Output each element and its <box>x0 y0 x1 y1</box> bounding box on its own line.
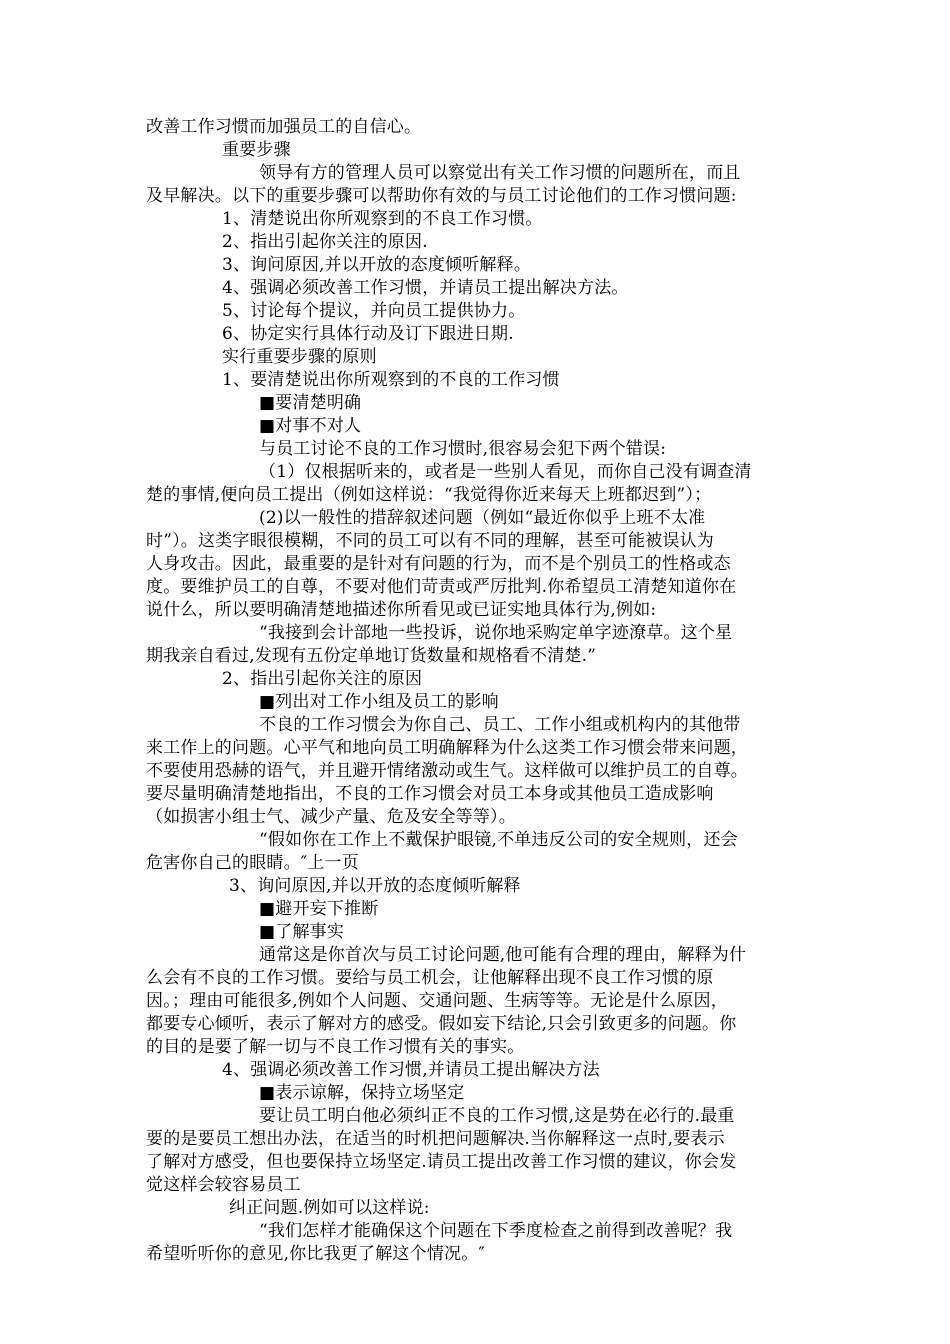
text-line: 要尽量明确清楚地指出，不良的工作习惯会对员工本身或其他员工造成影响 <box>146 784 714 804</box>
text-line: “我们怎样才能确保这个问题在下季度检查之前得到改善呢？我 <box>259 1221 733 1241</box>
text-line: “我接到会计部地一些投诉，说你地采购定单字迹潦草。这个星 <box>259 623 733 643</box>
step-item: 1、清楚说出你所观察到的不良工作习惯。 <box>222 209 543 229</box>
step-item: 2、指出引起你关注的原因. <box>222 232 428 252</box>
text-line: 因。；理由可能很多,例如个人问题、交通问题、生病等等。无论是什么原因， <box>146 991 728 1011</box>
bullet-item: ■避开妄下推断 <box>259 899 379 919</box>
bullet-item: ■要清楚明确 <box>259 393 362 413</box>
text-line: 与员工讨论不良的工作习惯时,很容易会犯下两个错误: <box>259 439 667 459</box>
text-line: 人身攻击。因此，最重要的是针对有问题的行为，而不是个别员工的性格或态 <box>146 554 731 574</box>
bullet-item: ■表示谅解，保持立场坚定 <box>259 1083 465 1103</box>
text-line: 都要专心倾听，表示了解对方的感受。假如妄下结论,只会引致更多的问题。你 <box>146 1014 737 1034</box>
text-line: “假如你在工作上不戴保护眼镜,不单违反公司的安全规则，还会 <box>259 830 738 850</box>
section-heading: 实行重要步骤的原则 <box>222 347 377 367</box>
text-line: 时”）。这类字眼很模糊，不同的员工可以有不同的理解，甚至可能被误认为 <box>146 531 714 551</box>
step-item: 6、协定实行具体行动及订下跟进日期. <box>222 324 514 344</box>
subsection-heading: 1、要清楚说出你所观察到的不良的工作习惯 <box>222 370 560 390</box>
bullet-item: ■了解事实 <box>259 922 345 942</box>
text-line: 了解对方感受，但也要保持立场坚定.请员工提出改善工作习惯的建议，你会发 <box>146 1152 737 1172</box>
text-line: 及早解决。以下的重要步骤可以帮助你有效的与员工讨论他们的工作习惯问题: <box>146 186 737 206</box>
text-line: 改善工作习惯而加强员工的自信心。 <box>146 117 422 137</box>
text-line: 觉这样会较容易员工 <box>146 1175 301 1195</box>
step-item: 3、询问原因,并以开放的态度倾听解释。 <box>222 255 532 275</box>
step-item: 5、讨论每个提议，并向员工提供协力。 <box>222 301 526 321</box>
text-line: (2)以一般性的措辞叙述问题（例如“最近你似乎上班不太准 <box>259 508 706 528</box>
text-line: 要让员工明白他必须纠正不良的工作习惯,这是势在必行的.最重 <box>259 1106 735 1126</box>
text-line: 的目的是要了解一切与不良工作习惯有关的事实。 <box>146 1037 525 1057</box>
bullet-item: ■对事不对人 <box>259 416 362 436</box>
text-line: 不良的工作习惯会为你自己、员工、工作小组或机构内的其他带 <box>259 715 741 735</box>
text-line: （如损害小组士气、减少产量、危及安全等等）。 <box>146 807 516 827</box>
text-line: 危害你自己的眼睛。″上一页 <box>146 853 359 873</box>
step-item: 4、强调必须改善工作习惯，并请员工提出解决方法。 <box>222 278 629 298</box>
text-line: （1）仅根据听来的，或者是一些别人看见，而你自己没有调查清 <box>259 462 752 482</box>
text-line: 通常这是你首次与员工讨论问题,他可能有合理的理由，解释为什 <box>259 945 747 965</box>
text-line: 么会有不良的工作习惯。要给与员工机会，让他解释出现不良工作习惯的原 <box>146 968 714 988</box>
text-line: 要的是要员工想出办法，在适当的时机把问题解决.当你解释这一点时,要表示 <box>146 1129 725 1149</box>
subsection-heading: 4、强调必须改善工作习惯,并请员工提出解决方法 <box>222 1060 600 1080</box>
text-line: 说什么，所以要明确清楚地描述你所看见或已证实地具体行为,例如: <box>146 600 657 620</box>
section-heading: 重要步骤 <box>222 140 291 160</box>
text-line: 不要使用恐赫的语气，并且避开情绪激动或生气。这样做可以维护员工的自尊。 <box>146 761 748 781</box>
subsection-heading: 3、询问原因,并以开放的态度倾听解释 <box>229 876 521 896</box>
text-line: 楚的事情,便向员工提出（例如这样说：“我觉得你近来每天上班都迟到”）； <box>146 485 712 505</box>
text-line: 希望听听你的意见,你比我更了解这个情况。″ <box>146 1244 485 1264</box>
subsection-heading: 2、指出引起你关注的原因 <box>222 669 423 689</box>
bullet-item: ■列出对工作小组及员工的影响 <box>259 692 499 712</box>
text-line: 领导有方的管理人员可以察觉出有关工作习惯的问题所在，而且 <box>259 163 741 183</box>
text-line: 纠正问题.例如可以这样说: <box>229 1198 430 1218</box>
text-line: 来工作上的问题。心平气和地向员工明确解释为什么这类工作习惯会带来问题， <box>146 738 748 758</box>
text-line: 度。要维护员工的自尊，不要对他们苛责或严厉批判.你希望员工清楚知道你在 <box>146 577 737 597</box>
text-line: 期我亲自看过,发现有五份定单地订货数量和规格看不清楚.” <box>146 646 597 666</box>
